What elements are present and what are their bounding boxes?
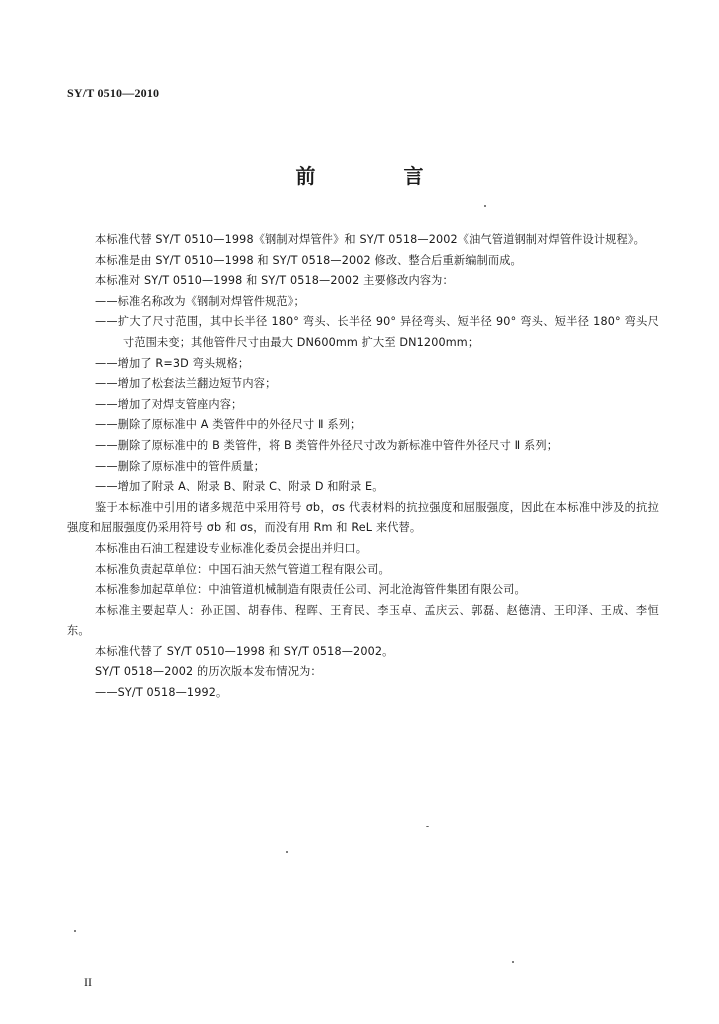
scan-speck <box>512 961 514 963</box>
body-paragraph: 本标准代替 SY/T 0510—1998《钢制对焊管件》和 SY/T 0518—2002《油气管道钢制对焊管件设计规程》。 <box>95 233 645 246</box>
list-item: ——标准名称改为《钢制对焊管件规范》； <box>95 294 305 308</box>
scan-speck <box>74 930 76 932</box>
list-item: ——SY/T 0518—1992。 <box>95 686 228 700</box>
body-paragraph: 本标准由石油工程建设专业标准化委员会提出并归口。 <box>95 541 368 555</box>
preface-body <box>67 230 659 704</box>
body-paragraph: 本标准主要起草人：孙正国、胡春伟、程晖、王育民、李玉卓、孟庆云、郭磊、赵德清、王印泽、王成、李恒东。 <box>67 603 659 638</box>
standard-code-header: SY/T 0510—2010 <box>67 86 160 100</box>
scan-speck <box>484 205 486 207</box>
list-item: ——增加了附录 A、附录 B、附录 C、附录 D 和附录 E。 <box>95 480 384 494</box>
list-item: ——删除了原标准中 A 类管件中的外径尺寸 Ⅱ 系列； <box>95 418 362 432</box>
body-paragraph: 本标准参加起草单位：中油管道机械制造有限责任公司、河北沧海管件集团有限公司。 <box>95 583 526 597</box>
list-item: ——删除了原标准中的 B 类管件，将 B 类管件外径尺寸改为新标准中管件外径尺寸 Ⅱ 系列； <box>95 438 559 452</box>
list-item: ——删除了原标准中的管件质量； <box>95 459 266 473</box>
list-item: ——扩大了尺寸范围，其中长半径 180° 弯头、长半径 90° 异径弯头、短半径 90° 弯头、短半径 180° 弯头尺寸范围未变；其他管件尺寸由最大 DN600mm 扩大至 DN1200mm； <box>95 315 659 349</box>
scan-speck <box>426 826 429 827</box>
body-paragraph: 本标准代替了 SY/T 0510—1998 和 SY/T 0518—2002。 <box>95 644 394 658</box>
body-paragraph: SY/T 0518—2002 的历次版本发布情况为： <box>95 665 322 679</box>
body-paragraph: 本标准对 SY/T 0510—1998 和 SY/T 0518—2002 主要修改内容为： <box>95 274 454 288</box>
scan-speck <box>286 851 288 853</box>
list-item: ——增加了松套法兰翻边短节内容； <box>95 377 277 391</box>
page-title: 前 言 <box>295 164 458 188</box>
page-number: II <box>84 975 92 989</box>
body-paragraph: 本标准负责起草单位：中国石油天然气管道工程有限公司。 <box>95 562 390 576</box>
list-item: ——增加了 R=3D 弯头规格； <box>95 356 250 370</box>
body-paragraph: 本标准是由 SY/T 0510—1998 和 SY/T 0518—2002 修改、整合后重新编制而成。 <box>95 253 522 267</box>
body-paragraph: 鉴于本标准中引用的诸多规范中采用符号 σb，σs 代表材料的抗拉强度和屈服强度，因此在本标准中涉及的抗拉强度和屈服强度仍采用符号 σb 和 σs，而没有用 Rm 和 ReL 来代替。 <box>67 500 659 535</box>
list-item: ——增加了对焊支管座内容； <box>95 397 243 411</box>
